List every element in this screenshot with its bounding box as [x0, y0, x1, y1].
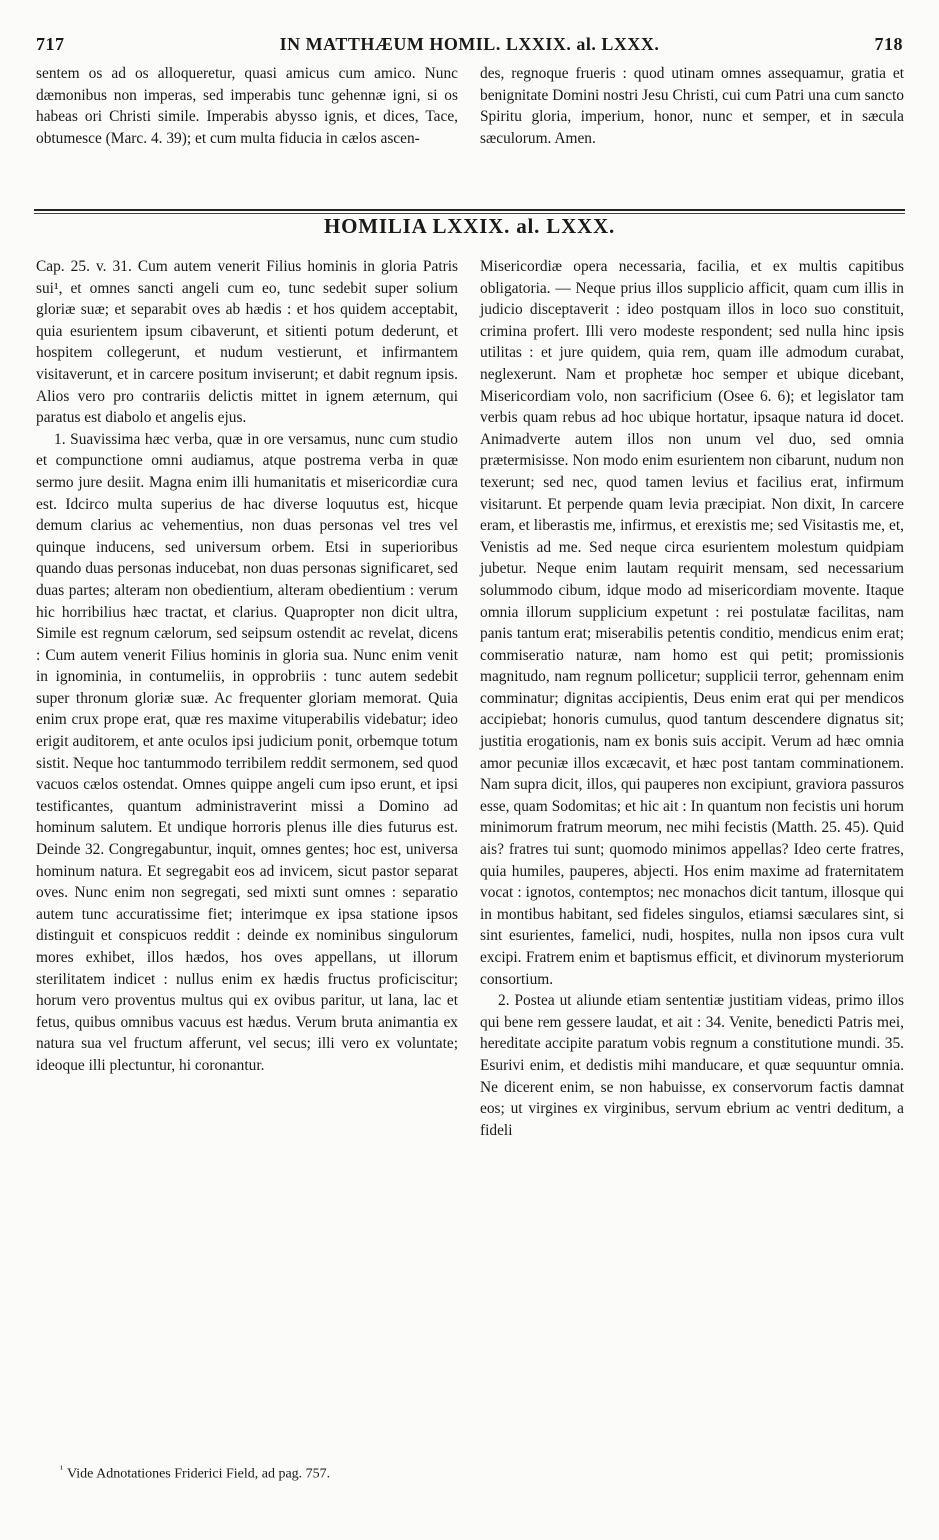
paragraph: 2. Postea ut aliunde etiam sententiæ justitiam videas, primo illos qui bene rem gessere laudat, et ait : 34. Venite, benedicti Patris mei, hereditate accipite paratum vobis regnum a constitutione mundi. 35. Esurivi enim, et dedistis mihi manducare, et quæ sequuntur omnia. Ne dicerent enim, se non habuisse, ex conservorum factis damnat eos; ut virgines ex virginibus, servum ebrium ac ventri deditum, a fideli [480, 992, 904, 1139]
footnote-text: Vide Adnotationes Friderici Field, ad pag. 757. [67, 1466, 331, 1482]
running-header [36, 34, 903, 60]
footnote-mark: ¹ [60, 1464, 63, 1475]
page-number-right: 718 [874, 34, 903, 54]
homily-title: HOMILIA LXXIX. al. LXXX. [323, 214, 616, 238]
paragraph: Misericordiæ opera necessaria, facilia, et ex multis capitibus obligatoria. — Neque prius illos supplicio afficit, quam cum illis in judicio disceptaverit : ideo postquam illos in loco suo constituit, crimina profert. Illi vero modeste respondent; sed nulla hinc ipsis utilitas : et jure quidem, quia rem, quam ille admodum curabat, neglexerunt. Nam et prophetæ hoc semper et ubique dicebant, Misericordiam volo, non sacrificium (Osee 6. 6); et legislator tam verbis quam rebus ad hoc ubique hortatur, ipsaque natura id docet. Animadverte autem illos non unum vel duo, sed omnia prætermisisse. Non modo enim esurientem non cibarunt, nudum non texerunt; sed nec, quod tamen levius et facilius erat, infirmum visitarunt. Et perpende quam levia præcipiat. Non dixit, In carcere eram, et liberastis me, infirmus, et erexistis me; sed Visitastis me, et, Venistis ad me. Sed neque circa esurientem molestum quidpiam jubetur. Neque enim lautam requirit mensam, sed necessarium solummodo cibum, idque modo ad misericordiam movente. Itaque omnia illorum supplicium expetunt : rei postulatæ facilitas, nam panis tantum erat; miserabilis petentis conditio, mendicus enim erat; commiseratio naturæ, nam homo est qui petit; promissionis magnitudo, nam regnum pollicetur; supplicii terror, gehennam enim comminatur; dignitas accipientis, Deus enim erat qui per mendicos accipiebat; honoris cumulus, quod tantum descendere dignatus sit; justitia erogationis, nam ex bonis suis accipit. Verum ad hæc omnia amor pecuniæ illos excæcavit, et hæc post tantam comminationem. Nam supra dicit, illos, qui pauperes non excipiunt, graviora passuros esse, quam Sodomitas; et hic ait : In quantum non fecistis uni horum minimorum fratrum meorum, nec mihi fecistis (Matth. 25. 45). Quid ais? fratres tui sunt; quomodo minimos appellas? Ideo certe fratres, quia humiles, pauperes, abjecti. Hos enim maxime ad fraternitatem vocat : ignotos, contemptos; nec monachos dicit tantum, illosque qui in montibus habitant, sed fideles singulos, etiamsi sæculares sint, si sint esurientes, famelici, nudi, hospites, nulla non ipsos cura vult excipi. Fratrem enim et baptismus efficit, et divinorum mysteriorum consortium. [480, 258, 904, 988]
paragraph-gospel-text: Cap. 25. v. 31. Cum autem venerit Filius hominis in gloria Patris sui¹, et omnes sancti angeli cum eo, tunc sedebit super solium gloriæ suæ; et separabit oves ab hædis : et hos quidem acceptabit, quia esurientem ipsum cibaverunt, et sitienti potum dederunt, et hospitem collegerunt, et nudum vestierunt, et infirmantem visitaverunt, et in carcere positum inviserunt; et dabit regnum ipsis. Alios vero pro contrariis delictis mittet in ignem æternum, qui paratus est diabolo et angelis ejus. [36, 258, 458, 427]
page-number-left: 717 [36, 34, 65, 54]
main-column-right [480, 256, 904, 1141]
paragraph: des, regnoque frueris : quod utinam omnes assequamur, gratia et benignitate Domini nostri Jesu Christi, cui cum Patri una cum sancto Spiritu gloria, imperium, honor, nunc et semper, et in sæcula sæculorum. Amen. [480, 65, 904, 147]
paragraph: sentem os ad os alloqueretur, quasi amicus cum amico. Nunc dæmonibus non imperas, sed imperabis tunc gehennæ igni, si os habeas ori Christi simile. Imperabis abysso ignis, et dices, Tace, obtumesce (Marc. 4. 39); et cum multa fiducia in cælos ascen- [36, 65, 458, 147]
previous-homily-end-left [36, 63, 458, 149]
paragraph: 1. Suavissima hæc verba, quæ in ore versamus, nunc cum studio et compunctione omni audiamus, atque postrema verba in quæ sermo jure desiit. Magna enim illi humanitatis et misericordiæ cura est. Idcirco multa superius de hac diverse loquutus est, hicque demum clarius ac vehementius, non duas personas vel tres vel quinque inducens, sed universum orbem. Etsi in superioribus quando duas personas inducebat, non duas personas significaret, sed duas partes; alteram non obedientium, alteram obedientium : verum hic horribilius hæc tractat, et clarius. Quapropter non dicit ultra, Simile est regnum cælorum, sed seipsum ostendit ac revelat, dicens : Cum autem venerit Filius hominis in gloria sua. Nunc enim venit in ignominia, in contumeliis, in opprobriis : tunc autem sedebit super thronum gloriæ suæ. Ac frequenter gloriam memorat. Quia enim crux prope erat, quæ res maxime vituperabilis videbatur; ideo erigit auditorem, et ante oculos ipsi judicium ponit, orbemque totum sistit. Neque hoc tantummodo terribilem reddit sermonem, sed quod vacuos cælos ostendat. Omnes quippe angeli cum ipso erunt, et ipsi testificantes, quantum administraverint missi a Domino ad hominum salutem. Et undique horroris plenus ille dies futurus est. Deinde 32. Congregabuntur, inquit, omnes gentes; hoc est, universa hominum natura. Et segregabit eos ad invicem, sicut pastor separat oves. Nunc enim non segregati, sed mixti sunt omnes : separatio autem tunc accuratissime fiet; interimque ex ipsa statione ipsos distinguit et conspicuos reddit : deinde ex nominibus singulorum mores exhibet, illos hædos, hos oves appellans, ut illorum sterilitatem indicet : nullus enim ex hædis fructus proficiscitur; horum vero proventus multus qui ex ovibus paritur, ut lana, lac et fetus, quibus omnibus vacuus est hædus. Verum bruta animantia ex natura sua vel fructum afferunt, vel secus; illi vero ex voluntate; ideoque illi plectuntur, hi coronantur. [36, 430, 458, 1074]
footnote [60, 1461, 460, 1484]
section-divider [34, 209, 905, 211]
previous-homily-end-right [480, 63, 904, 149]
running-title: IN MATTHÆUM HOMIL. LXXIX. al. LXXX. [279, 34, 660, 54]
main-column-left [36, 256, 458, 1077]
